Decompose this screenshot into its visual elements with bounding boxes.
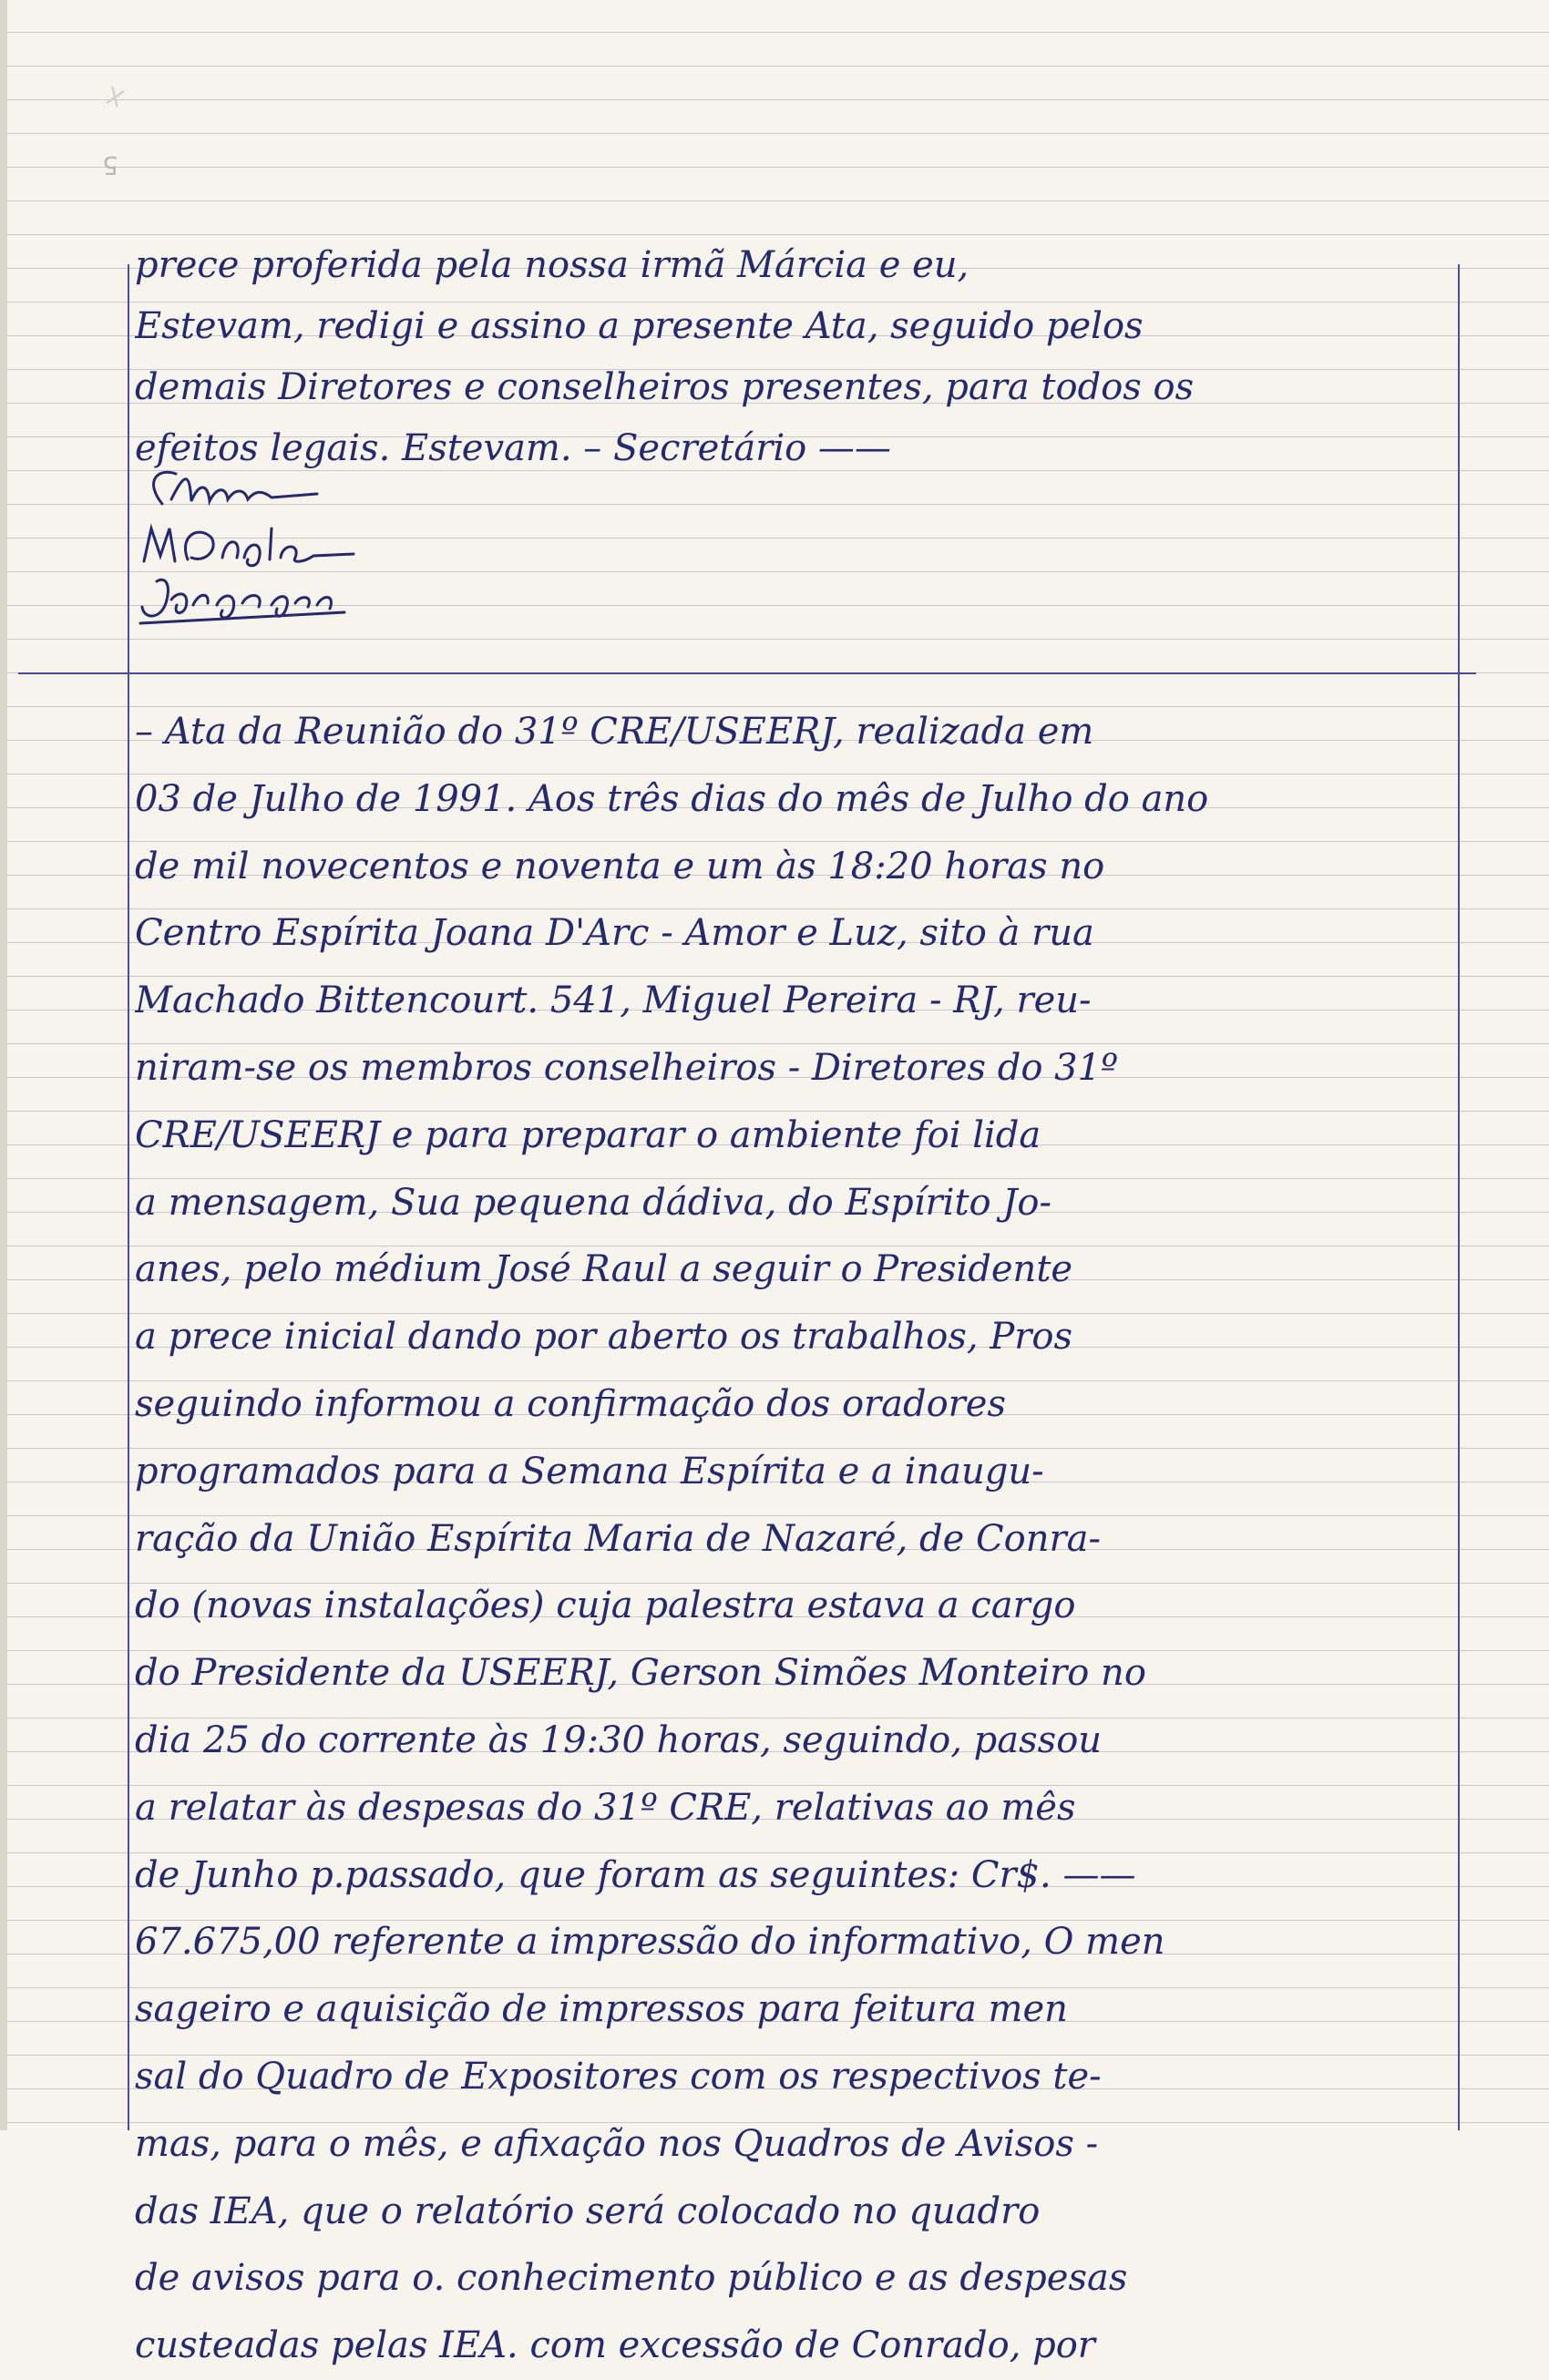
left-margin-line: [128, 264, 129, 2130]
closing-line: demais Diretores e conselheiros presentes, para todos os: [135, 366, 1195, 408]
minutes-line: ração da União Espírita Maria de Nazaré, de Conra-: [135, 1517, 1101, 1560]
closing-paragraph: [135, 235, 1456, 479]
page-edge: [0, 0, 7, 2130]
minutes-line: de Junho p.passado, que foram as seguintes: Cr$. ——: [135, 1853, 1136, 1896]
minutes-paragraph: [135, 699, 1456, 2380]
minutes-line: Centro Espírita Joana D'Arc - Amor e Luz, sito à rua: [135, 912, 1094, 955]
signature-dargla: [135, 518, 390, 572]
minutes-line: 67.675,00 referente a impressão do informativo, O men: [135, 1921, 1165, 1964]
minutes-line: de mil novecentos e noventa e um às 18:20 horas no: [135, 845, 1105, 887]
minutes-line: – Ata da Reunião do 31º CRE/USEERJ, realizada em: [135, 711, 1094, 753]
minutes-line: a relatar às despesas do 31º CRE, relativas ao mês: [135, 1786, 1076, 1829]
corner-mark: X: [103, 79, 128, 112]
minutes-line: CRE/USEERJ e para preparar o ambiente foi lida: [135, 1113, 1041, 1156]
minutes-line: niram-se os membros conselheiros - Diretores do 31º: [135, 1046, 1118, 1089]
minutes-line: a mensagem, Sua pequena dádiva, do Espírito Jo-: [135, 1181, 1051, 1224]
minutes-line: do Presidente da USEERJ, Gerson Simões Monteiro no: [135, 1652, 1146, 1695]
closing-line: Estevam, redigi e assino a presente Ata, seguido pelos: [135, 305, 1144, 347]
minutes-line: sageiro e aquisição de impressos para feitura men: [135, 1988, 1068, 2031]
minutes-line: anes, pelo médium José Raul a seguir o Presidente: [135, 1248, 1073, 1291]
signature-jorge: [135, 572, 390, 627]
minutes-line: do (novas instalações) cuja palestra estava a cargo: [135, 1585, 1076, 1627]
closing-line: prece proferida pela nossa irmã Márcia e eu,: [135, 244, 969, 286]
closing-line: efeitos legais. Estevam. – Secretário ——: [135, 427, 891, 469]
minutes-line: de avisos para o. conhecimento público e as despesas: [135, 2257, 1128, 2300]
page-number: 5: [102, 150, 118, 180]
minutes-line: das IEA, que o relatório será colocado no quadro: [135, 2190, 1041, 2232]
minutes-line: programados para a Semana Espírita e a inaugu-: [135, 1450, 1044, 1493]
minutes-line: custeadas pelas IEA. com excessão de Conrado, por: [135, 2324, 1095, 2367]
minutes-line: 03 de Julho de 1991. Aos três dias do mês de Julho do ano: [135, 777, 1209, 820]
minutes-line: dia 25 do corrente às 19:30 horas, seguindo, passou: [135, 1718, 1103, 1761]
section-divider: [18, 672, 1476, 674]
minutes-line: seguindo informou a confirmação dos oradores: [135, 1382, 1006, 1425]
right-margin-line: [1458, 264, 1460, 2130]
signature-chaves: [135, 463, 390, 518]
minutes-line: a prece inicial dando por aberto os trabalhos, Pros: [135, 1316, 1072, 1359]
minutes-line: Machado Bittencourt. 541, Miguel Pereira - RJ, reu-: [135, 980, 1092, 1022]
minutes-line: mas, para o mês, e afixação nos Quadros de Avisos -: [135, 2122, 1099, 2165]
minutes-line: sal do Quadro de Expositores com os respectivos te-: [135, 2055, 1102, 2098]
signatures: [135, 463, 390, 645]
